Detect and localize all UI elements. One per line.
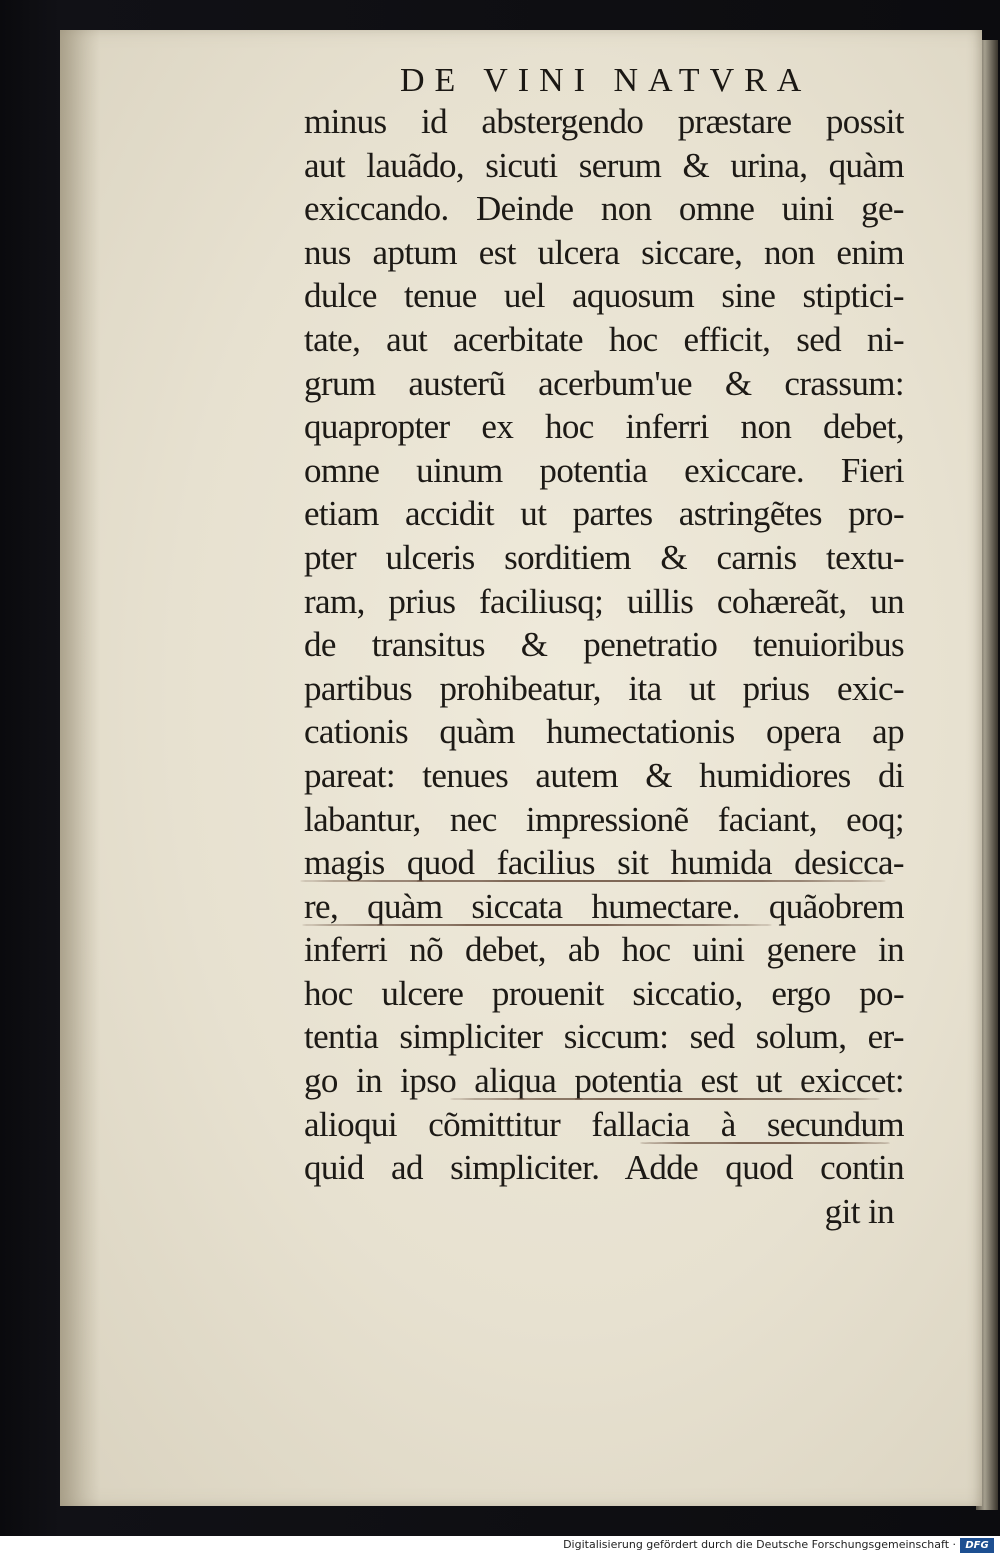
running-head: DE VINI NATVRA [400,62,812,99]
funding-credit: Digitalisierung gefördert durch die Deutsche Forschungsgemeinschaft · [563,1538,956,1551]
text-line: ram, prius faciliusq; uillis cohæreãt, un [304,581,904,621]
text-line: pter ulceris sorditiem & carnis textu- [304,537,904,577]
text-line: tentia simpliciter siccum: sed solum, er- [304,1017,904,1057]
text-line: cationis quàm humectationis opera ap [304,712,904,752]
handwritten-underline [300,880,886,882]
handwritten-underline [640,1142,890,1144]
text-line: re, quàm siccata humectare. quãobrem [304,886,904,926]
text-line: nus aptum est ulcera siccare, non enim [304,232,904,272]
text-line: quapropter ex hoc inferri non debet, [304,407,904,447]
text-line: grum austerũ acerbum'ue & crassum: [304,363,904,403]
text-block [304,100,904,1233]
page-gutter-shadow [60,30,100,1506]
text-line: magis quod facilius sit humida desicca- [304,843,904,883]
text-line: labantur, nec impressionẽ faciant, eoq; [304,799,904,839]
text-line: minus id abstergendo præstare possit [304,102,904,141]
handwritten-underline [302,924,772,926]
text-line: aut lauãdo, sicuti serum & urina, quàm [304,145,904,185]
text-line: dulce tenue uel aquosum sine stiptici- [304,276,904,316]
text-line: omne uinum potentia exiccare. Fieri [304,450,904,490]
text-line: partibus prohibeatur, ita ut prius exic- [304,668,904,708]
text-line: tate, aut acerbitate hoc efficit, sed ni- [304,319,904,359]
text-line: inferri nõ debet, ab hoc uini genere in [304,930,904,970]
text-line: hoc ulcere prouenit siccatio, ergo po- [304,973,904,1013]
text-line: de transitus & penetratio tenuioribus [304,625,904,665]
text-line: go in ipso aliqua potentia est ut exiccet: [304,1061,904,1101]
text-line: exiccando. Deinde non omne uini ge- [304,189,904,229]
text-line: alioqui cõmittitur fallacia à secundum [304,1104,904,1144]
text-line: etiam accidit ut partes astringẽtes pro- [304,494,904,534]
text-line: quid ad simpliciter. Adde quod contin [304,1148,904,1188]
catchword: git in [824,1191,894,1231]
handwritten-underline [450,1098,880,1100]
text-line: pareat: tenues autem & humidiores di [304,755,904,795]
dfg-logo: DFG [960,1538,994,1553]
